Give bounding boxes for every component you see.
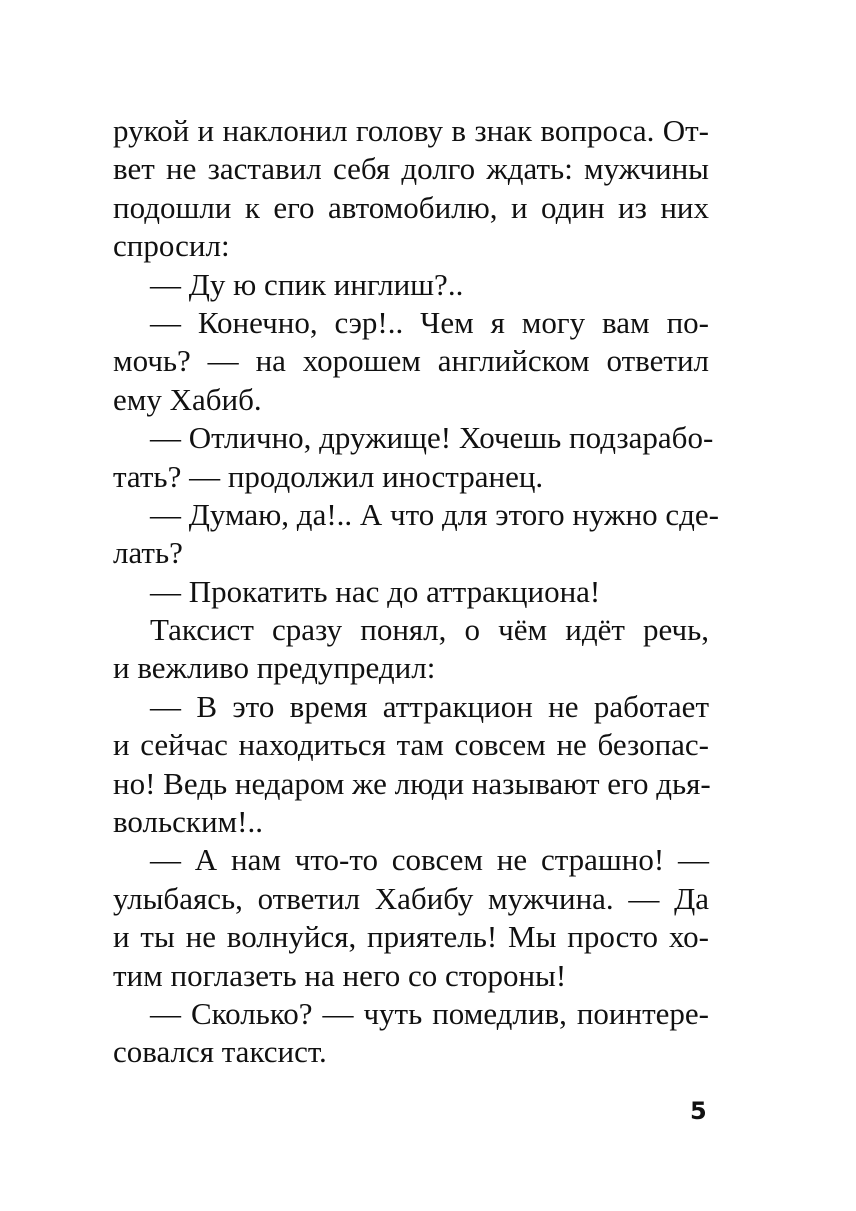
text-line: мочь? — на хорошем английском ответил — [113, 343, 709, 379]
text-line: — Отлично, дружище! Хочешь подзарабо- — [150, 420, 714, 456]
page-number: 5 — [690, 1097, 707, 1125]
text-line: — Прокатить нас до аттракциона! — [150, 573, 601, 609]
text-line: и ты не волнуйся, приятель! Мы просто хо- — [113, 919, 709, 955]
text-line: — А нам что-то совсем не страшно! — — [150, 842, 709, 878]
text-line: ему Хабиб. — [113, 381, 262, 417]
text-line: спросил: — [113, 228, 230, 264]
text-line: рукой и наклонил голову в знак вопроса. От- — [113, 113, 709, 148]
text-line: вет не заставил себя долго ждать: мужчины — [113, 151, 709, 187]
text-line: тим поглазеть на него со стороны! — [113, 957, 567, 993]
text-line: Таксист сразу понял, о чём идёт речь, — [150, 612, 709, 648]
text-line: подошли к его автомобилю, и один из них — [113, 189, 709, 225]
text-line: и вежливо предупредил: — [113, 650, 436, 686]
body-text — [113, 112, 719, 1072]
text-line: лать? — [113, 535, 183, 571]
text-line: но! Ведь недаром же люди называют его дья- — [113, 765, 711, 801]
text-line: вольским!.. — [113, 804, 263, 840]
text-line: — Конечно, сэр!.. Чем я могу вам по- — [150, 304, 709, 340]
text-line: тать? — продолжил иностранец. — [113, 458, 544, 494]
text-line: совался таксист. — [113, 1034, 327, 1070]
text-line: — Сколько? — чуть помедлив, поинтере- — [150, 995, 709, 1031]
text-line: улыбаясь, ответил Хабибу мужчина. — Да — [113, 880, 709, 916]
text-line: — Думаю, да!.. А что для этого нужно сде- — [150, 496, 719, 532]
text-line: — В это время аттракцион не работает — [150, 688, 709, 724]
text-line: и сейчас находиться там совсем не безопас- — [113, 727, 709, 763]
text-line: — Ду ю спик инглиш?.. — [150, 266, 464, 302]
